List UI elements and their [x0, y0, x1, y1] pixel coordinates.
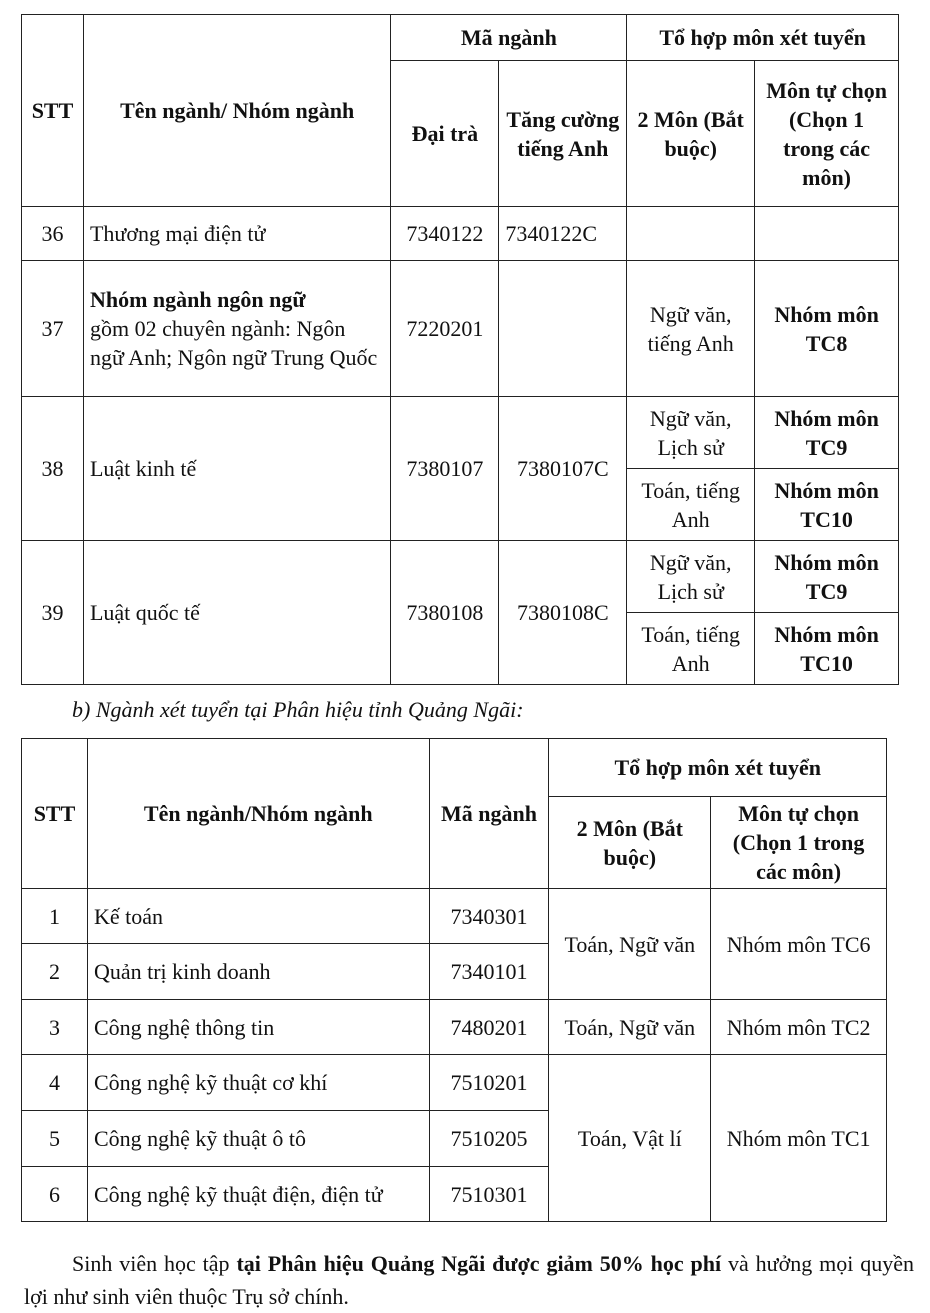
header-code: Mã ngành [429, 739, 549, 889]
row-elective: Nhóm môn TC6 [711, 889, 887, 1000]
row-code: 7510301 [429, 1167, 549, 1222]
table-row [22, 207, 899, 261]
row-elective: Nhóm môn TC2 [711, 1000, 887, 1055]
header-combo-group: Tổ hợp môn xét tuyển [549, 739, 887, 797]
row-elective: Nhóm môn TC10 [755, 469, 899, 541]
table-row [22, 1000, 887, 1055]
table-row [22, 261, 899, 397]
row-elective: Nhóm môn TC10 [755, 613, 899, 685]
header-code-english: Tăng cường tiếng Anh [499, 61, 627, 207]
table-row [22, 889, 887, 944]
header-code-group: Mã ngành [391, 15, 627, 61]
table-row [22, 397, 899, 469]
row-code: 7510205 [429, 1111, 549, 1167]
row-required: Toán, tiếng Anh [627, 613, 755, 685]
admission-table-quang-ngai [21, 738, 887, 1222]
row-code: 7340301 [429, 889, 549, 944]
table-row [22, 541, 899, 613]
row-stt: 2 [22, 944, 88, 1000]
row-code: 7510201 [429, 1055, 549, 1111]
row-code-regular: 7340122 [391, 207, 499, 261]
admission-table-main [21, 14, 899, 685]
note-highlight: tại Phân hiệu Quảng Ngãi được giảm 50% học phí [236, 1251, 722, 1276]
header-elective: Môn tự chọn (Chọn 1 trong các môn) [755, 61, 899, 207]
row-required: Ngữ văn, tiếng Anh [627, 261, 755, 397]
section-caption: b) Ngành xét tuyển tại Phân hiệu tỉnh Quảng Ngãi: [72, 697, 524, 722]
row-name: Thương mại điện tử [83, 207, 390, 261]
row-required: Ngữ văn, Lịch sử [627, 397, 755, 469]
row-stt: 36 [22, 207, 84, 261]
row-required: Ngữ văn, Lịch sử [627, 541, 755, 613]
row-stt: 5 [22, 1111, 88, 1167]
note-part1: Sinh viên học tập [72, 1251, 237, 1276]
table-row [22, 1055, 887, 1111]
row-name: Luật kinh tế [83, 397, 390, 541]
row-name [83, 261, 390, 397]
header-name: Tên ngành/ Nhóm ngành [83, 15, 390, 207]
row-name: Quản trị kinh doanh [87, 944, 429, 1000]
header-required: 2 Môn (Bắt buộc) [549, 797, 711, 889]
header-stt: STT [22, 739, 88, 889]
header-elective: Môn tự chọn (Chọn 1 trong các môn) [711, 797, 887, 889]
row-name-bold: Nhóm ngành ngôn ngữ [89, 287, 306, 312]
note-part3: và hưởng mọi quyền lợi như sinh viên thuộc Trụ sở chính. [24, 1251, 915, 1309]
row-required: Toán, Ngữ văn [549, 889, 711, 1000]
row-code-regular: 7380107 [391, 397, 499, 541]
row-elective: Nhóm môn TC9 [755, 541, 899, 613]
row-required: Toán, Vật lí [549, 1055, 711, 1222]
header-code-regular: Đại trà [391, 61, 499, 207]
row-name: Luật quốc tế [83, 541, 390, 685]
row-stt: 4 [22, 1055, 88, 1111]
row-stt: 6 [22, 1167, 88, 1222]
header-stt: STT [22, 15, 84, 207]
row-stt: 37 [22, 261, 84, 397]
row-elective [755, 207, 899, 261]
row-name: Công nghệ thông tin [87, 1000, 429, 1055]
row-code-english: 7380107C [499, 397, 627, 541]
row-elective: Nhóm môn TC9 [755, 397, 899, 469]
row-code-english [499, 261, 627, 397]
row-required: Toán, tiếng Anh [627, 469, 755, 541]
row-elective: Nhóm môn TC1 [711, 1055, 887, 1222]
header-name: Tên ngành/Nhóm ngành [87, 739, 429, 889]
row-name: Công nghệ kỹ thuật cơ khí [87, 1055, 429, 1111]
row-stt: 38 [22, 397, 84, 541]
row-code-regular: 7220201 [391, 261, 499, 397]
row-stt: 1 [22, 889, 88, 944]
row-required: Toán, Ngữ văn [549, 1000, 711, 1055]
row-name-detail: gồm 02 chuyên ngành: Ngôn ngữ Anh; Ngôn ngữ Trung Quốc [89, 316, 378, 370]
row-stt: 39 [22, 541, 84, 685]
row-name: Công nghệ kỹ thuật điện, điện tử [87, 1167, 429, 1222]
row-code: 7480201 [429, 1000, 549, 1055]
row-name: Kế toán [87, 889, 429, 944]
row-code-english: 7340122C [499, 207, 627, 261]
tuition-note [24, 1247, 914, 1313]
header-required: 2 Môn (Bắt buộc) [627, 61, 755, 207]
row-code: 7340101 [429, 944, 549, 1000]
header-combo-group: Tổ hợp môn xét tuyển [627, 15, 899, 61]
row-required [627, 207, 755, 261]
row-code-regular: 7380108 [391, 541, 499, 685]
row-elective: Nhóm môn TC8 [755, 261, 899, 397]
row-code-english: 7380108C [499, 541, 627, 685]
row-name: Công nghệ kỹ thuật ô tô [87, 1111, 429, 1167]
row-stt: 3 [22, 1000, 88, 1055]
